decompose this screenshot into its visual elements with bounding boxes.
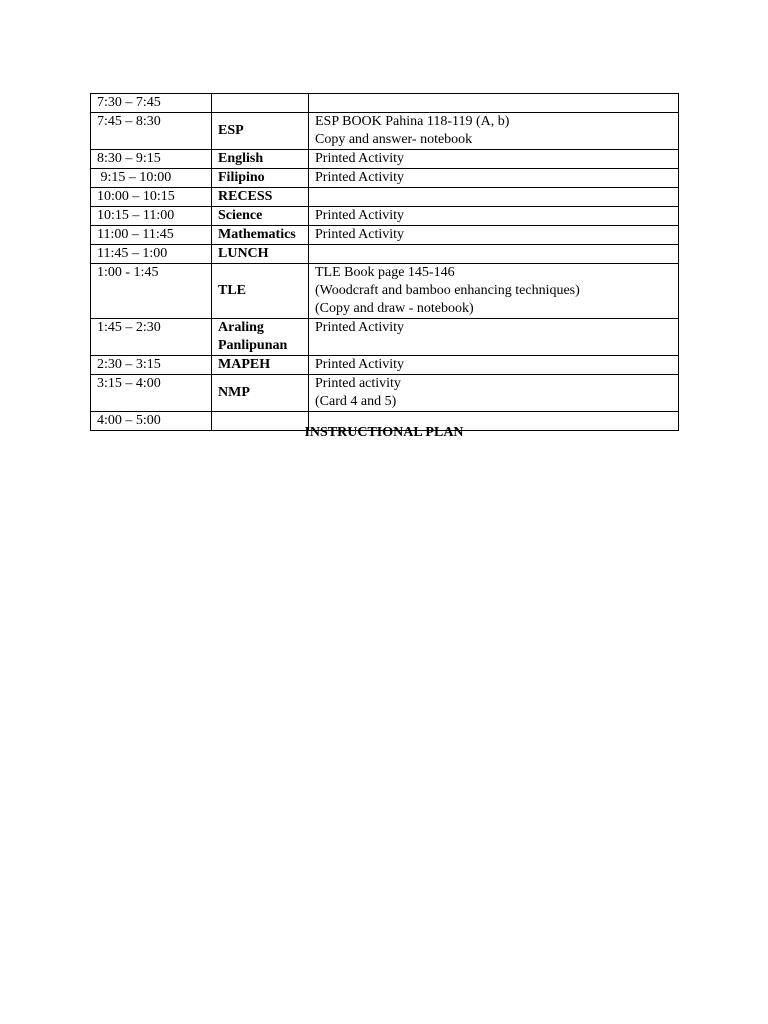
activity-cell: [309, 207, 679, 226]
activity-cell: [309, 356, 679, 375]
activity-line: ESP BOOK Pahina 118-119 (A, b): [315, 114, 510, 129]
table-row: [91, 150, 679, 169]
time-cell: 2:30 – 3:15: [91, 356, 212, 375]
time-cell: 7:45 – 8:30: [91, 113, 212, 150]
activity-cell: [309, 245, 679, 264]
subject-cell: [212, 94, 309, 113]
subject-cell: RECESS: [212, 188, 309, 207]
subject-cell: TLE: [212, 264, 309, 319]
table-row: [91, 375, 679, 412]
table-row: [91, 94, 679, 113]
activity-line: [315, 188, 672, 206]
table-row: [91, 356, 679, 375]
time-cell: 1:00 - 1:45: [91, 264, 212, 319]
activity-cell: [309, 264, 679, 319]
activity-cell: [309, 113, 679, 150]
activity-cell: [309, 150, 679, 169]
activity-line: Printed activity: [315, 376, 401, 391]
time-cell: 4:00 – 5:00: [91, 412, 212, 431]
activity-line: TLE Book page 145-146: [315, 265, 455, 280]
subject-cell: Araling Panlipunan: [212, 319, 309, 356]
activity-line: (Card 4 and 5): [315, 394, 397, 409]
time-cell: 11:45 – 1:00: [91, 245, 212, 264]
document-caption: INSTRUCTIONAL PLAN: [304, 425, 464, 440]
time-cell: 3:15 – 4:00: [91, 375, 212, 412]
activity-line: [315, 245, 672, 263]
activity-cell: [309, 375, 679, 412]
table-row: [91, 226, 679, 245]
time-cell: 11:00 – 11:45: [91, 226, 212, 245]
activity-cell: [309, 188, 679, 207]
table-row: [91, 113, 679, 150]
time-cell: 7:30 – 7:45: [91, 94, 212, 113]
activity-cell: [309, 226, 679, 245]
subject-cell: LUNCH: [212, 245, 309, 264]
activity-line: Copy and answer- notebook: [315, 132, 473, 147]
time-cell: 9:15 – 10:00: [91, 169, 212, 188]
activity-line: [315, 94, 672, 112]
activity-line: (Woodcraft and bamboo enhancing techniques): [315, 283, 580, 298]
table-row: [91, 169, 679, 188]
activity-cell: [309, 94, 679, 113]
activity-cell: [309, 319, 679, 356]
activity-line: Printed Activity: [315, 320, 405, 335]
table-row: [91, 245, 679, 264]
time-cell: 10:15 – 11:00: [91, 207, 212, 226]
table-row: [91, 264, 679, 319]
activity-line: Printed Activity: [315, 208, 405, 223]
schedule-table: [90, 93, 679, 431]
subject-cell: English: [212, 150, 309, 169]
activity-line: Printed Activity: [315, 227, 405, 242]
activity-cell: [309, 169, 679, 188]
activity-line: Printed Activity: [315, 357, 405, 372]
time-cell: 1:45 – 2:30: [91, 319, 212, 356]
table-row: [91, 207, 679, 226]
table-row: [91, 319, 679, 356]
subject-cell: Filipino: [212, 169, 309, 188]
table-row: [91, 188, 679, 207]
activity-line: Printed Activity: [315, 170, 405, 185]
activity-line: (Copy and draw - notebook): [315, 301, 474, 316]
subject-cell: Mathematics: [212, 226, 309, 245]
subject-cell: Science: [212, 207, 309, 226]
time-cell: 10:00 – 10:15: [91, 188, 212, 207]
time-cell: 8:30 – 9:15: [91, 150, 212, 169]
activity-line: Printed Activity: [315, 151, 405, 166]
subject-cell: NMP: [212, 375, 309, 412]
subject-cell: ESP: [212, 113, 309, 150]
subject-cell: MAPEH: [212, 356, 309, 375]
